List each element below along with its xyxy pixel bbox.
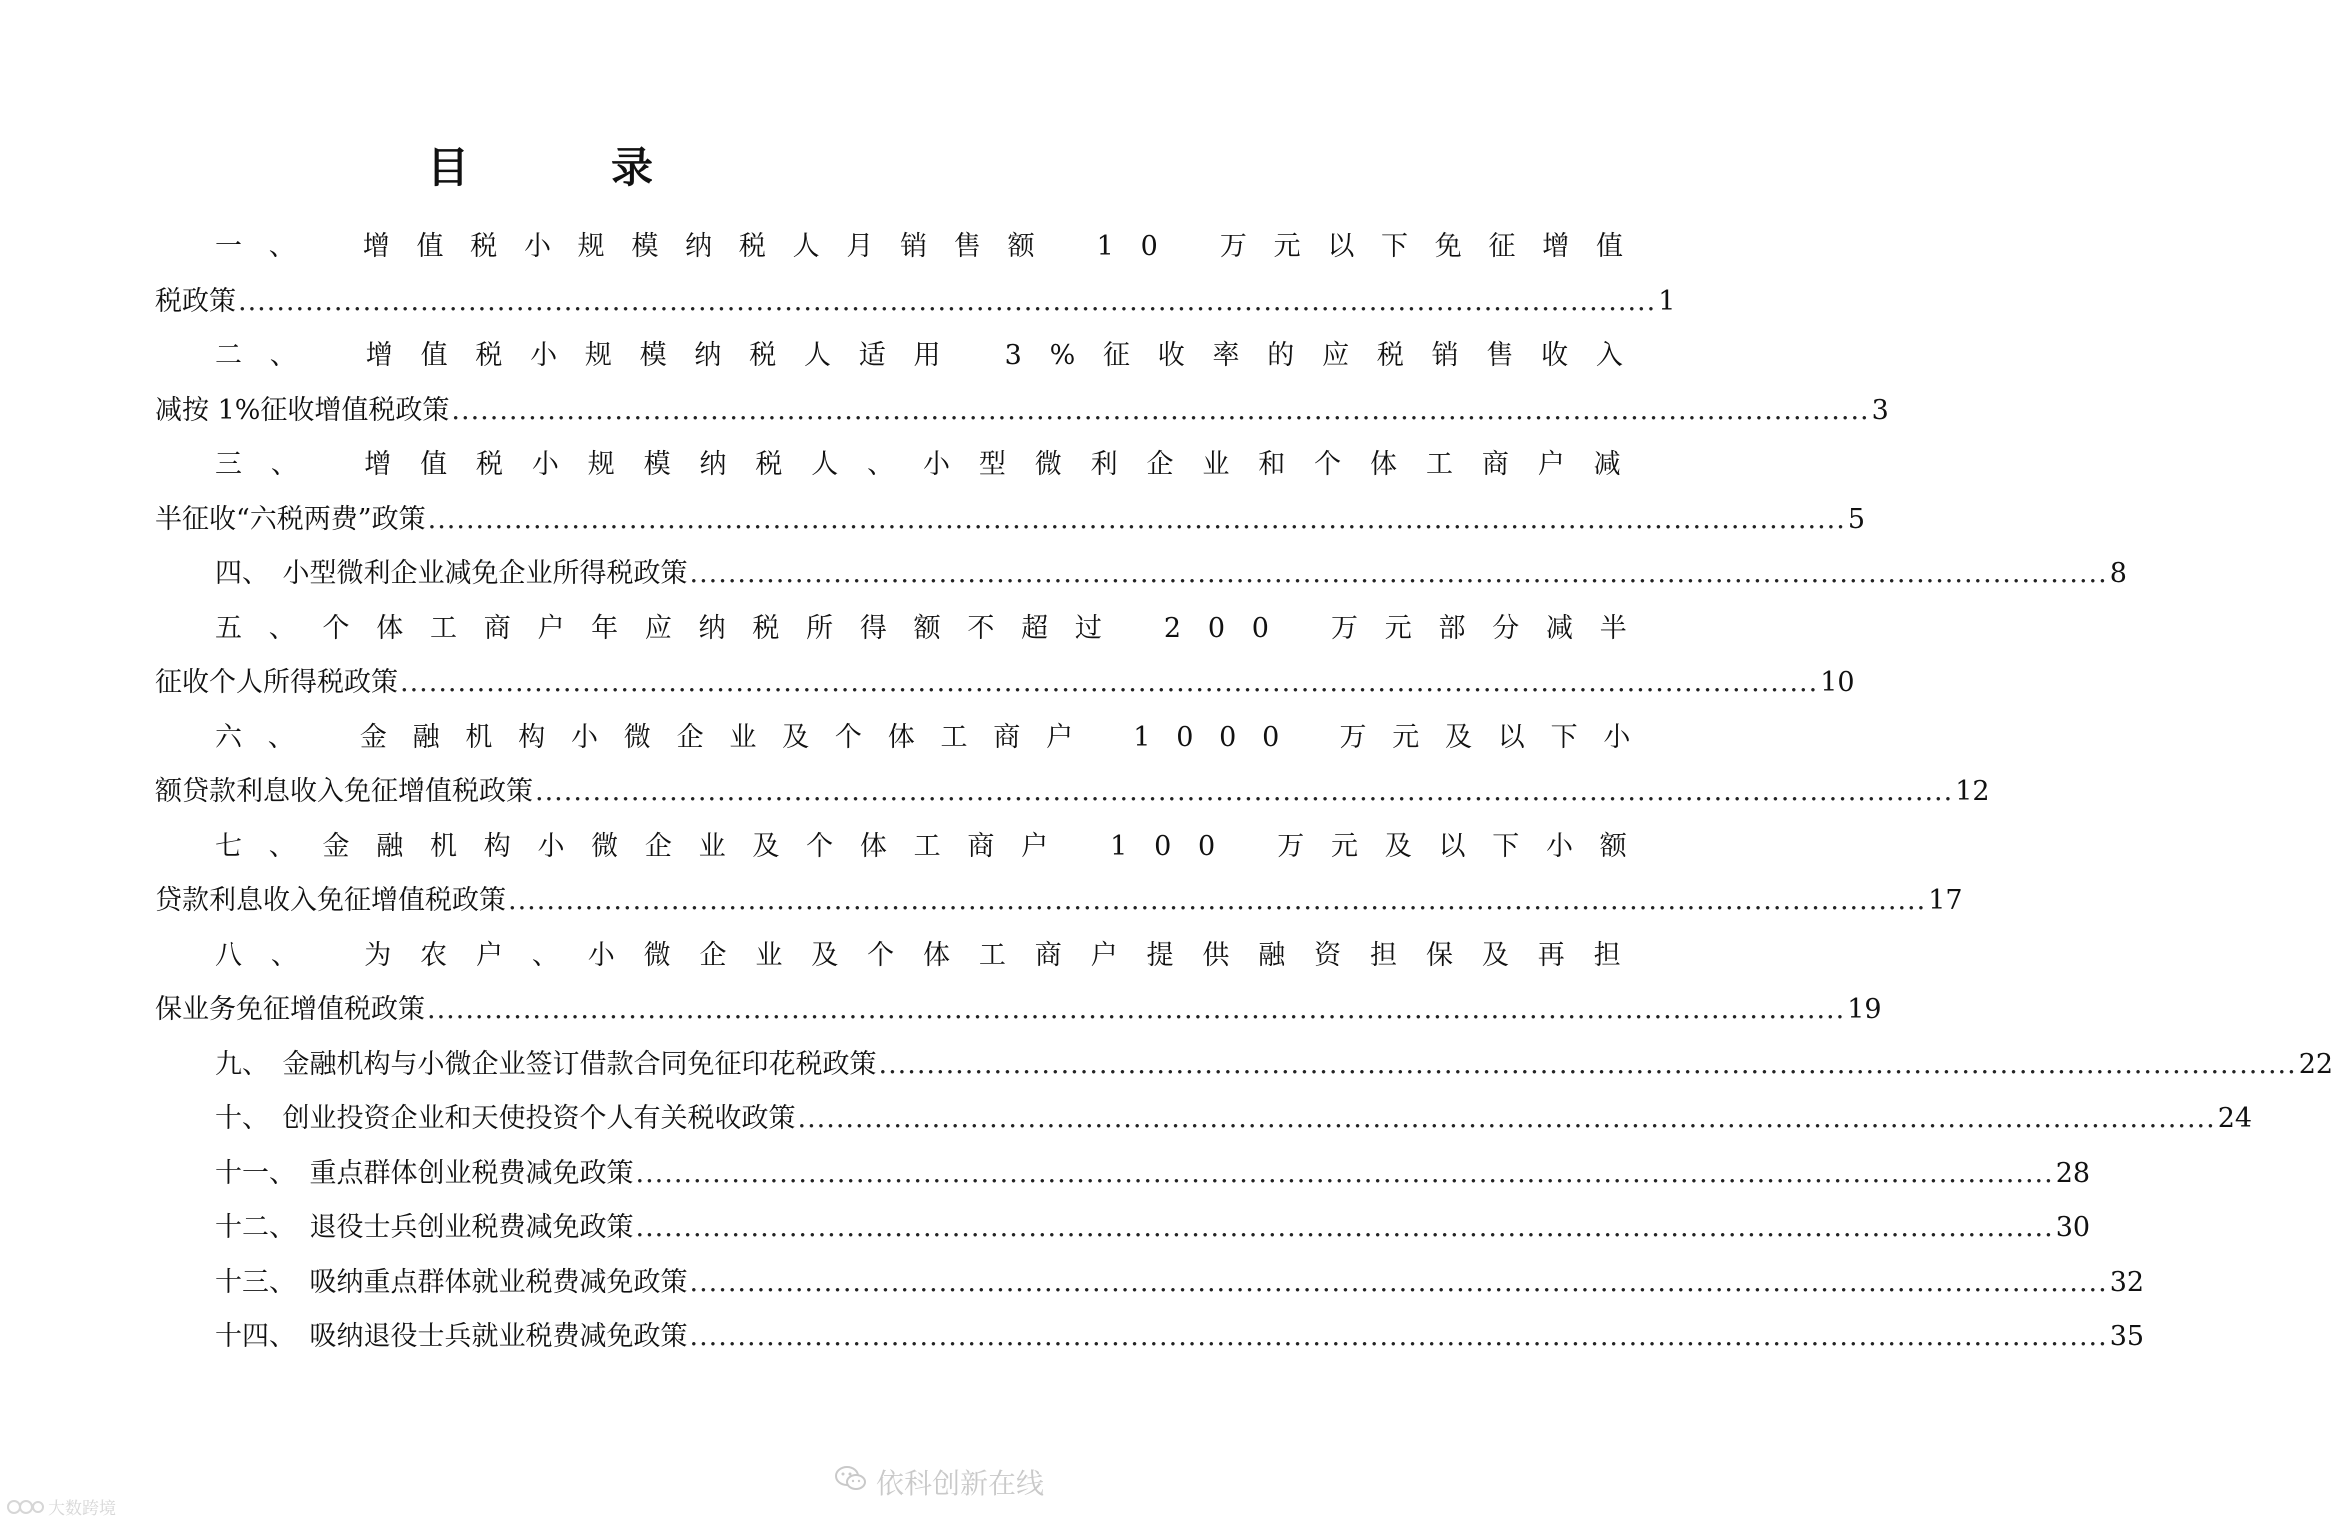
toc-leader-dots: .................................................................................................................................................... xyxy=(635,1157,2054,1189)
toc-page-number: 8 xyxy=(2109,558,2127,589)
toc-entry-title-part1: 七、金融机构小微企业及个体工商户 100 万元及以下小额 xyxy=(215,830,1654,862)
toc-page-number: 5 xyxy=(1847,503,1866,535)
toc-entry-title-part1: 八、 为农户、小微企业及个体工商户提供融资担保及再担 xyxy=(215,939,1650,971)
toc-entry[interactable] xyxy=(155,1092,2253,1147)
toc-entry[interactable] xyxy=(155,656,1855,711)
toc-entry[interactable] xyxy=(155,493,1866,548)
toc-leader-dots: .................................................................................................................................................... xyxy=(400,667,1819,698)
toc-entry-title-part1: 二、 增值税小规模纳税人适用 3%征收率的应税销售收入 xyxy=(215,340,1651,371)
toc-entry-title: 税政策 xyxy=(155,285,236,317)
toc-entry[interactable] xyxy=(155,1256,2145,1311)
watermark-dashujuajing xyxy=(6,1494,116,1519)
toc-entry-title: 额贷款利息收入免征增值税政策 xyxy=(155,776,533,807)
toc-page-number: 17 xyxy=(1928,885,1963,916)
toc-entry-title: 减按 1%征收增值税政策 xyxy=(155,394,450,426)
toc-leader-dots: .................................................................................................................................................... xyxy=(635,1212,2054,1243)
toc-leader-dots: .................................................................................................................................................... xyxy=(508,885,1927,916)
toc-leader-dots: .................................................................................................................................................... xyxy=(689,558,2108,589)
toc-page-number: 10 xyxy=(1820,667,1855,698)
toc-entry[interactable] xyxy=(155,384,1889,439)
toc-entry-title-part1: 五、个体工商户年应纳税所得额不超过 200 万元部分减半 xyxy=(215,612,1654,644)
toc-entry-title: 十三、 吸纳重点群体就业税费减免政策 xyxy=(215,1266,688,1298)
toc-page-number: 24 xyxy=(2217,1103,2253,1134)
toc-leader-dots: .................................................................................................................................................... xyxy=(451,394,1870,426)
toc-leader-dots: .................................................................................................................................................... xyxy=(427,503,1846,535)
toc-entry-line1 xyxy=(155,820,1654,875)
toc-page-number: 35 xyxy=(2109,1321,2145,1352)
toc-entry-title: 保业务免征增值税政策 xyxy=(155,994,425,1025)
toc-leader-dots: .................................................................................................................................................... xyxy=(797,1103,2216,1134)
toc-page-number: 32 xyxy=(2109,1266,2145,1298)
toc-entry-line1 xyxy=(155,438,1650,493)
wechat-icon xyxy=(834,1464,868,1501)
toc-page-number: 12 xyxy=(1955,776,1990,807)
toc-entry[interactable] xyxy=(155,1038,2333,1093)
toc-leader-dots: .................................................................................................................................................... xyxy=(535,776,1954,807)
dashujuajing-logo-icon xyxy=(6,1497,44,1517)
toc-page-number: 19 xyxy=(1847,994,1882,1025)
toc-entry-title: 四、 小型微利企业减免企业所得税政策 xyxy=(215,558,688,589)
toc-entry[interactable] xyxy=(155,1147,2091,1202)
toc-entry-title: 贷款利息收入免征增值税政策 xyxy=(155,885,506,916)
toc-entry-title: 十四、 吸纳退役士兵就业税费减免政策 xyxy=(215,1321,688,1352)
toc-entry-title: 征收个人所得税政策 xyxy=(155,667,398,698)
toc-leader-dots: .................................................................................................................................................... xyxy=(238,285,1657,317)
toc-entry[interactable] xyxy=(155,547,2127,602)
watermark-left-text: 大数跨境 xyxy=(48,1499,116,1519)
toc-leader-dots: .................................................................................................................................................... xyxy=(689,1266,2108,1298)
toc-page-number: 28 xyxy=(2055,1157,2091,1189)
table-of-contents xyxy=(155,220,2333,1365)
toc-entry-line1 xyxy=(155,329,1651,384)
toc-entry-line1 xyxy=(155,220,1650,275)
toc-entry[interactable] xyxy=(155,983,1882,1038)
watermark-wechat-account xyxy=(834,1462,1044,1502)
toc-entry-line1 xyxy=(155,711,1657,766)
toc-entry-title: 十、 创业投资企业和天使投资个人有关税收政策 xyxy=(215,1103,796,1134)
toc-entry-title-part1: 一、 增值税小规模纳税人月销售额 10 万元以下免征增值 xyxy=(215,231,1650,262)
toc-entry[interactable] xyxy=(155,874,1963,929)
toc-title: 目 录 xyxy=(426,143,703,192)
toc-entry-title-part1: 三、 增值税小规模纳税人、小型微利企业和个体工商户减 xyxy=(215,449,1650,480)
toc-leader-dots: .................................................................................................................................................... xyxy=(427,994,1846,1025)
toc-entry-line1 xyxy=(155,602,1654,657)
toc-entry-line1 xyxy=(155,929,1650,984)
toc-page-number: 3 xyxy=(1871,394,1889,426)
toc-leader-dots: .................................................................................................................................................... xyxy=(878,1048,2297,1080)
toc-page-number: 22 xyxy=(2298,1048,2333,1080)
toc-entry[interactable] xyxy=(155,1201,2091,1256)
toc-entry-title: 半征收“六税两费”政策 xyxy=(155,503,426,535)
watermark-right-text: 依科创新在线 xyxy=(875,1467,1044,1500)
toc-page-number: 30 xyxy=(2055,1212,2091,1243)
toc-entry-title: 十二、 退役士兵创业税费减免政策 xyxy=(215,1212,634,1243)
toc-page-number: 1 xyxy=(1658,285,1676,317)
toc-entry-title: 十一、 重点群体创业税费减免政策 xyxy=(215,1157,634,1189)
toc-entry-title: 九、 金融机构与小微企业签订借款合同免征印花税政策 xyxy=(215,1048,877,1080)
toc-entry-title-part1: 六、 金融机构小微企业及个体工商户 1000 万元及以下小 xyxy=(215,721,1657,753)
toc-entry[interactable] xyxy=(155,765,1990,820)
toc-leader-dots: .................................................................................................................................................... xyxy=(689,1321,2108,1352)
toc-entry[interactable] xyxy=(155,1310,2145,1365)
toc-entry[interactable] xyxy=(155,275,1676,330)
